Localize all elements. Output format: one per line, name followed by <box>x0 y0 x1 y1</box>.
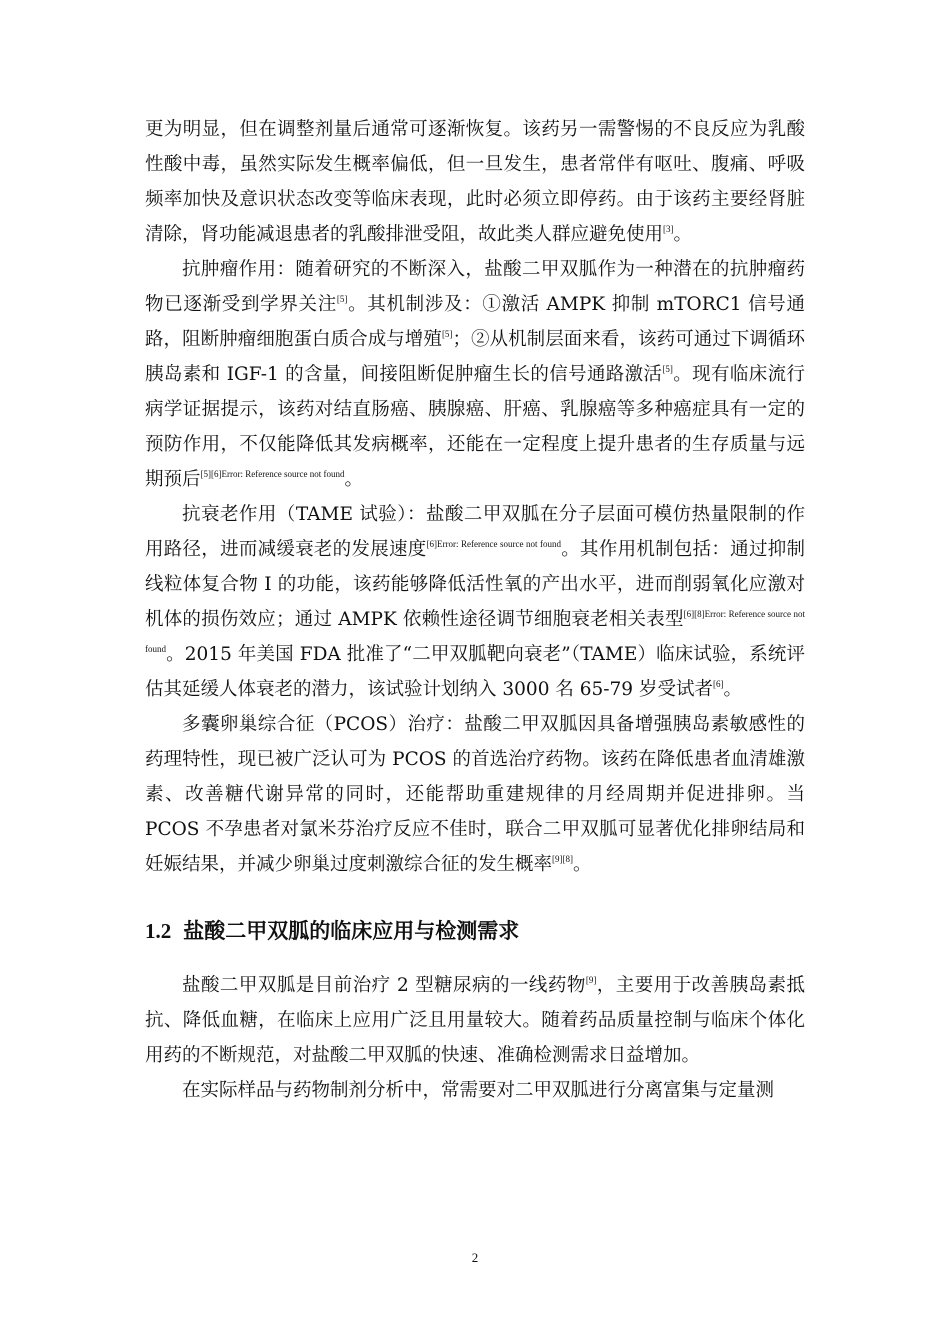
citation: [5][6]Error: Reference source not found <box>200 468 345 479</box>
citation: [6] <box>712 678 724 689</box>
section-paragraphs <box>145 968 805 1108</box>
citation: [6]Error: Reference source not found <box>426 538 562 549</box>
paragraph-text: 。2015 年美国 FDA 批准了“二甲双胍靶向衰老”（TAME）临床试验，系统评估其延缓人体衰老的潜力，该试验计划纳入 3000 名 65-79 岁受试者 <box>145 644 805 700</box>
paragraph <box>145 707 805 882</box>
paragraph-text: 。 <box>344 469 363 490</box>
paragraph <box>145 252 805 497</box>
paragraph-text: 。其作用机制包括：通过抑制线粒体复合物 I 的功能，该药能够降低活性氧的产出水平，进而削弱氧化应激对机体的损伤效应；通过 AMPK 依赖性途径调节细胞衰老相关表型 <box>145 539 805 630</box>
paragraph-text: 在实际样品与药物制剂分析中，常需要对二甲双胍进行分离富集与定量测 <box>182 1080 775 1101</box>
paragraph-text: 抗衰老作用（TAME 试验）：盐酸二甲双胍在分子层面可模仿热量限制的作用路径，进而减缓衰老的发展速度 <box>145 504 805 560</box>
paragraph <box>145 1073 805 1108</box>
citation: [6][8]Error: Reference source not found <box>145 608 806 654</box>
paragraph-text: ，主要用于改善胰岛素抵抗、降低血糖，在临床上应用广泛且用量较大。随着药品质量控制与临床个体化用药的不断规范，对盐酸二甲双胍的快速、准确检测需求日益增加。 <box>145 975 805 1066</box>
citation: [9] <box>585 974 597 985</box>
section-number: 1.2 <box>145 919 172 943</box>
citation: [5] <box>441 328 453 339</box>
body-paragraphs <box>145 112 805 882</box>
paragraph-text: 抗肿瘤作用：随着研究的不断深入，盐酸二甲双胍作为一种潜在的抗肿瘤药物已逐渐受到学界关注 <box>145 259 805 315</box>
paragraph-text: 盐酸二甲双胍是目前治疗 2 型糖尿病的一线药物 <box>182 975 586 996</box>
paragraph-text: 。现有临床流行病学证据提示，该药对结直肠癌、胰腺癌、肝癌、乳腺癌等多种癌症具有一定的预防作用，不仅能降低其发病概率，还能在一定程度上提升患者的生存质量与远期预后 <box>145 364 805 490</box>
paragraph-text: 。 <box>673 224 693 245</box>
citation: [5] <box>662 363 673 374</box>
paragraph <box>145 968 805 1073</box>
section-heading <box>145 916 805 946</box>
paragraph-text: ；②从机制层面来看，该药可通过下调循环胰岛素和 IGF-1 的含量，间接阻断促肿瘤生长的信号通路激活 <box>145 329 805 385</box>
citation: [9][8] <box>552 853 574 864</box>
document-body <box>145 112 805 1108</box>
citation: [3] <box>663 223 674 234</box>
paragraph-text: 。 <box>573 854 592 875</box>
paragraph <box>145 112 805 252</box>
paragraph-text: 更为明显，但在调整剂量后通常可逐渐恢复。该药另一需警惕的不良反应为乳酸性酸中毒，虽然实际发生概率偏低，但一旦发生，患者常伴有呕吐、腹痛、呼吸频率加快及意识状态改变等临床表现，此时必须立即停药。由于该药主要经肾脏清除，肾功能减退患者的乳酸排泄受阻，故此类人群应避免使用 <box>145 119 805 245</box>
paragraph <box>145 497 805 707</box>
paragraph-text: 多囊卵巢综合征（PCOS）治疗：盐酸二甲双胍因具备增强胰岛素敏感性的药理特性，现已被广泛认可为 PCOS 的首选治疗药物。该药在降低患者血清雄激素、改善糖代谢异常的同时，还能帮助重建规律的月经周期并促进排卵。当 PCOS 不孕患者对氯米芬治疗反应不佳时，联合二甲双胍可显著优化排卵结局和妊娠结果，并减少卵巢过度刺激综合征的发生概率 <box>145 714 805 875</box>
citation: [5] <box>336 293 348 304</box>
paragraph-text: 。其机制涉及：①激活 AMPK 抑制 mTORC1 信号通路，阻断肿瘤细胞蛋白质合成与增殖 <box>145 294 805 350</box>
section-title: 盐酸二甲双胍的临床应用与检测需求 <box>183 919 520 943</box>
page-number: 2 <box>471 1250 479 1265</box>
paragraph-text: 。 <box>723 679 742 700</box>
